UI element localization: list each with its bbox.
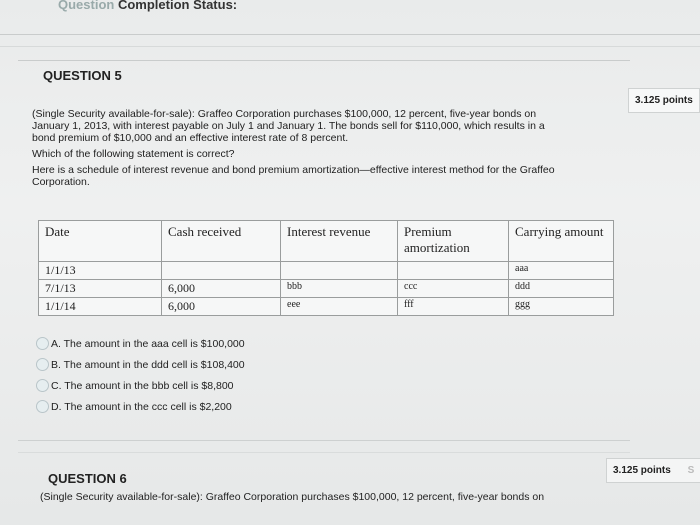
question-6-top-border — [18, 440, 630, 441]
premium-header-line: Premium — [404, 224, 452, 239]
table-header-row — [39, 221, 614, 262]
question-6-points-extra: S — [687, 465, 695, 476]
premium-header-line: amortization — [404, 240, 470, 255]
cell-date: 7/1/13 — [39, 280, 162, 298]
question-text-line: January 1, 2013, with interest payable on July 1 and January 1. The bonds sell for $110,000, which results in a — [32, 120, 545, 132]
table-row — [39, 262, 614, 280]
header-date: Date — [39, 221, 162, 262]
header-cash-received: Cash received — [162, 221, 281, 262]
cell-carrying: aaa — [509, 262, 614, 280]
question-prompt: Which of the following statement is correct? — [32, 148, 235, 160]
cell-cash: 6,000 — [162, 280, 281, 298]
radio-button[interactable] — [36, 379, 49, 392]
cell-interest: eee — [281, 298, 398, 316]
schedule-intro-line2: Corporation. — [32, 176, 90, 188]
completion-status — [58, 0, 237, 12]
question-text-line: bond premium of $10,000 and an effective interest rate of 8 percent. — [32, 132, 349, 144]
amortization-table — [38, 220, 614, 316]
question-5-text — [32, 108, 555, 188]
option-label: C. The amount in the bbb cell is $8,800 — [51, 379, 234, 392]
radio-button[interactable] — [36, 358, 49, 371]
cell-premium — [398, 262, 509, 280]
cell-carrying: ddd — [509, 280, 614, 298]
cell-interest — [281, 262, 398, 280]
cell-carrying: ggg — [509, 298, 614, 316]
question-5-top-border — [18, 60, 630, 61]
option-label: A. The amount in the aaa cell is $100,000 — [51, 337, 245, 350]
question-6-points — [606, 458, 700, 483]
status-prefix: Question — [58, 0, 115, 12]
cell-interest: bbb — [281, 280, 398, 298]
option-a[interactable] — [36, 333, 245, 354]
header-premium-amortization — [398, 221, 509, 262]
header-interest-revenue: Interest revenue — [281, 221, 398, 262]
question-6-title: QUESTION 6 — [48, 471, 127, 486]
radio-button[interactable] — [36, 337, 49, 350]
option-label: B. The amount in the ddd cell is $108,400 — [51, 358, 245, 371]
question-6-text: (Single Security available-for-sale): Graffeo Corporation purchases $100,000, 12 percent, five-year bonds on — [40, 491, 545, 503]
question-5-title: QUESTION 5 — [43, 68, 122, 83]
option-c[interactable] — [36, 375, 245, 396]
cell-date: 1/1/14 — [39, 298, 162, 316]
cell-premium: ccc — [398, 280, 509, 298]
option-d[interactable] — [36, 396, 245, 417]
answer-options — [36, 333, 245, 417]
option-label: D. The amount in the ccc cell is $2,200 — [51, 400, 232, 413]
table-row — [39, 280, 614, 298]
table-row — [39, 298, 614, 316]
option-b[interactable] — [36, 354, 245, 375]
cell-cash: 6,000 — [162, 298, 281, 316]
question-5-points: 3.125 points — [628, 88, 700, 113]
schedule-intro: Here is a schedule of interest revenue and bond premium amortization—effective interest method for the Graffeo — [32, 164, 555, 176]
cell-cash — [162, 262, 281, 280]
question-6-points-value: 3.125 points — [613, 465, 671, 476]
cell-premium: fff — [398, 298, 509, 316]
divider — [18, 452, 630, 453]
status-label: Completion Status: — [117, 0, 238, 12]
question-text-line: (Single Security available-for-sale): Graffeo Corporation purchases $100,000, 12 percent, five-year bonds on — [32, 108, 537, 120]
cell-date: 1/1/13 — [39, 262, 162, 280]
divider — [0, 46, 700, 47]
divider — [0, 34, 700, 35]
header-carrying-amount: Carrying amount — [509, 221, 614, 262]
radio-button[interactable] — [36, 400, 49, 413]
